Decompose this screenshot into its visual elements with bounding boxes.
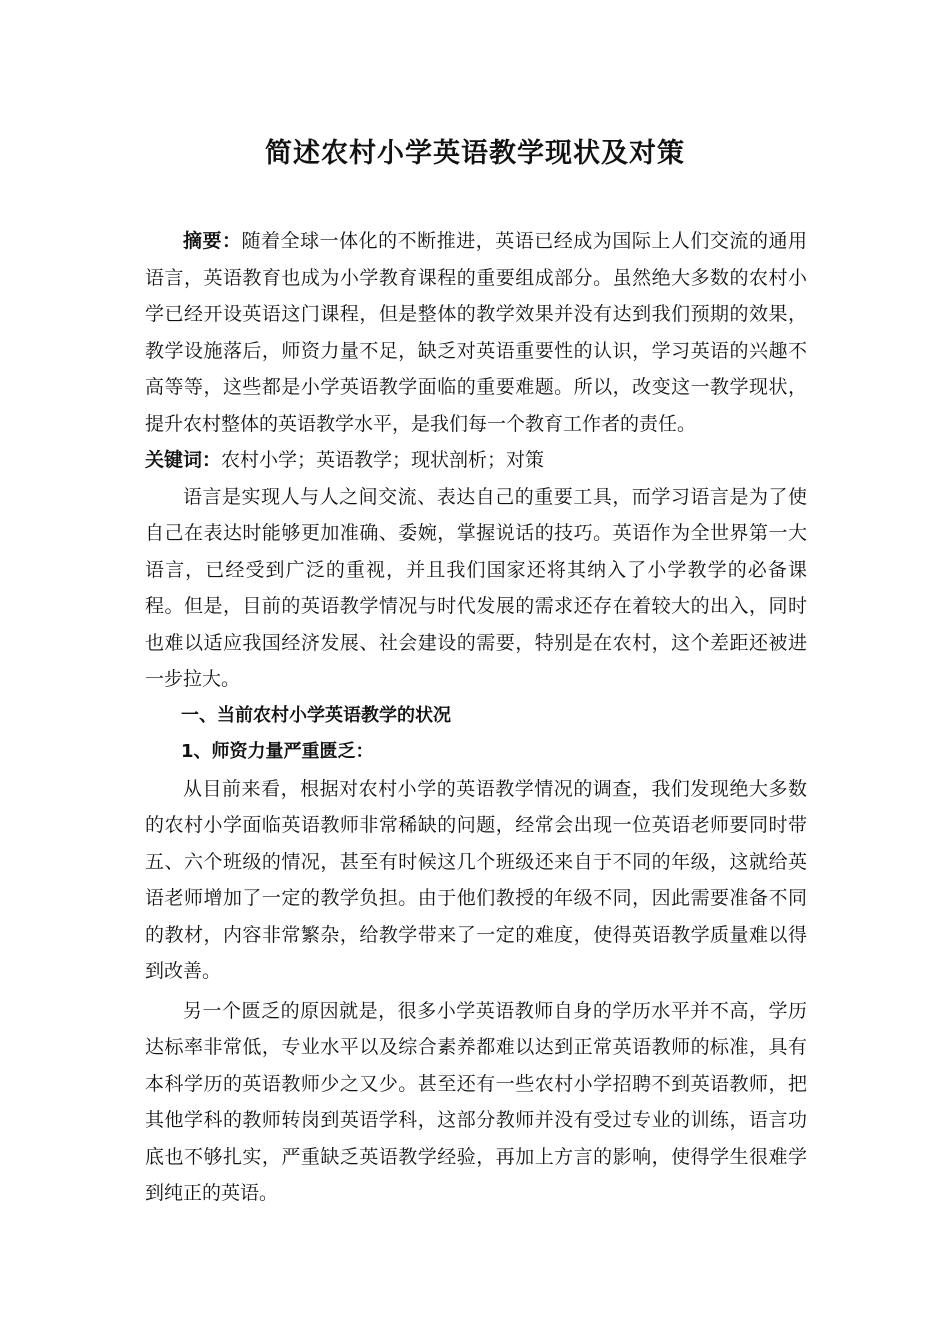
- keywords-label: 关键词：: [145, 449, 222, 471]
- abstract-label: 摘要：: [183, 230, 242, 252]
- intro-paragraph: 语言是实现人与人之间交流、表达自己的重要工具，而学习语言是为了使自己在表达时能够更加准确、委婉，掌握说话的技巧。英语作为全世界第一大语言，已经受到广泛的重视，并且我们国家还将其纳入了小学教学的必备课程。但是，目前的英语教学情况与时代发展的需求还存在着较大的出入，同时也难以适应我国经济发展、社会建设的需要，特别是在农村，这个差距还被进一步拉大。: [145, 485, 807, 690]
- body-paragraph-2: 另一个匮乏的原因就是，很多小学英语教师自身的学历水平并不高，学历达标率非常低，专业水平以及综合素养都难以达到正常英语教师的标准，具有本科学历的英语教师少之又少。甚至还有一些农村小学招聘不到英语教师，把其他学科的教师转岗到英语学科，这部分教师并没有受过专业的训练，语言功底也不够扎实，严重缺乏英语教学经验，再加上方言的影响，使得学生很难学到纯正的英语。: [145, 999, 807, 1204]
- body-paragraph-1: 从目前来看，根据对农村小学的英语教学情况的调查，我们发现绝大多数的农村小学面临英语教师非常稀缺的问题，经常会出现一位英语老师要同时带五、六个班级的情况，甚至有时候这几个班级还来自于不同的年级，这就给英语老师增加了一定的教学负担。由于他们教授的年级不同，因此需要准备不同的教材，内容非常繁杂，给教学带来了一定的难度，使得英语教学质量难以得到改善。: [145, 777, 807, 982]
- keywords-text: 农村小学；英语教学；现状剖析；对策: [221, 449, 545, 471]
- subsection-1-heading: 1、师资力量严重匮乏：: [181, 741, 374, 762]
- abstract-text: 随着全球一体化的不断推进，英语已经成为国际上人们交流的通用语言，英语教育也成为小学教育课程的重要组成部分。虽然绝大多数的农村小学已经开设英语这门课程，但是整体的教学效果并没有达到我们预期的效果，教学设施落后，师资力量不足，缺乏对英语重要性的认识，学习英语的兴趣不高等等，这些都是小学英语教学面临的重要难题。所以，改变这一教学现状，提升农村整体的英语教学水平，是我们每一个教育工作者的责任。: [145, 230, 807, 435]
- document-title: 简述农村小学英语教学现状及对策: [265, 138, 685, 169]
- keywords-paragraph: [145, 442, 807, 479]
- document-body: [145, 223, 807, 1212]
- section-1-heading: 一、当前农村小学英语教学的状况: [181, 704, 451, 726]
- abstract-paragraph: [145, 223, 807, 442]
